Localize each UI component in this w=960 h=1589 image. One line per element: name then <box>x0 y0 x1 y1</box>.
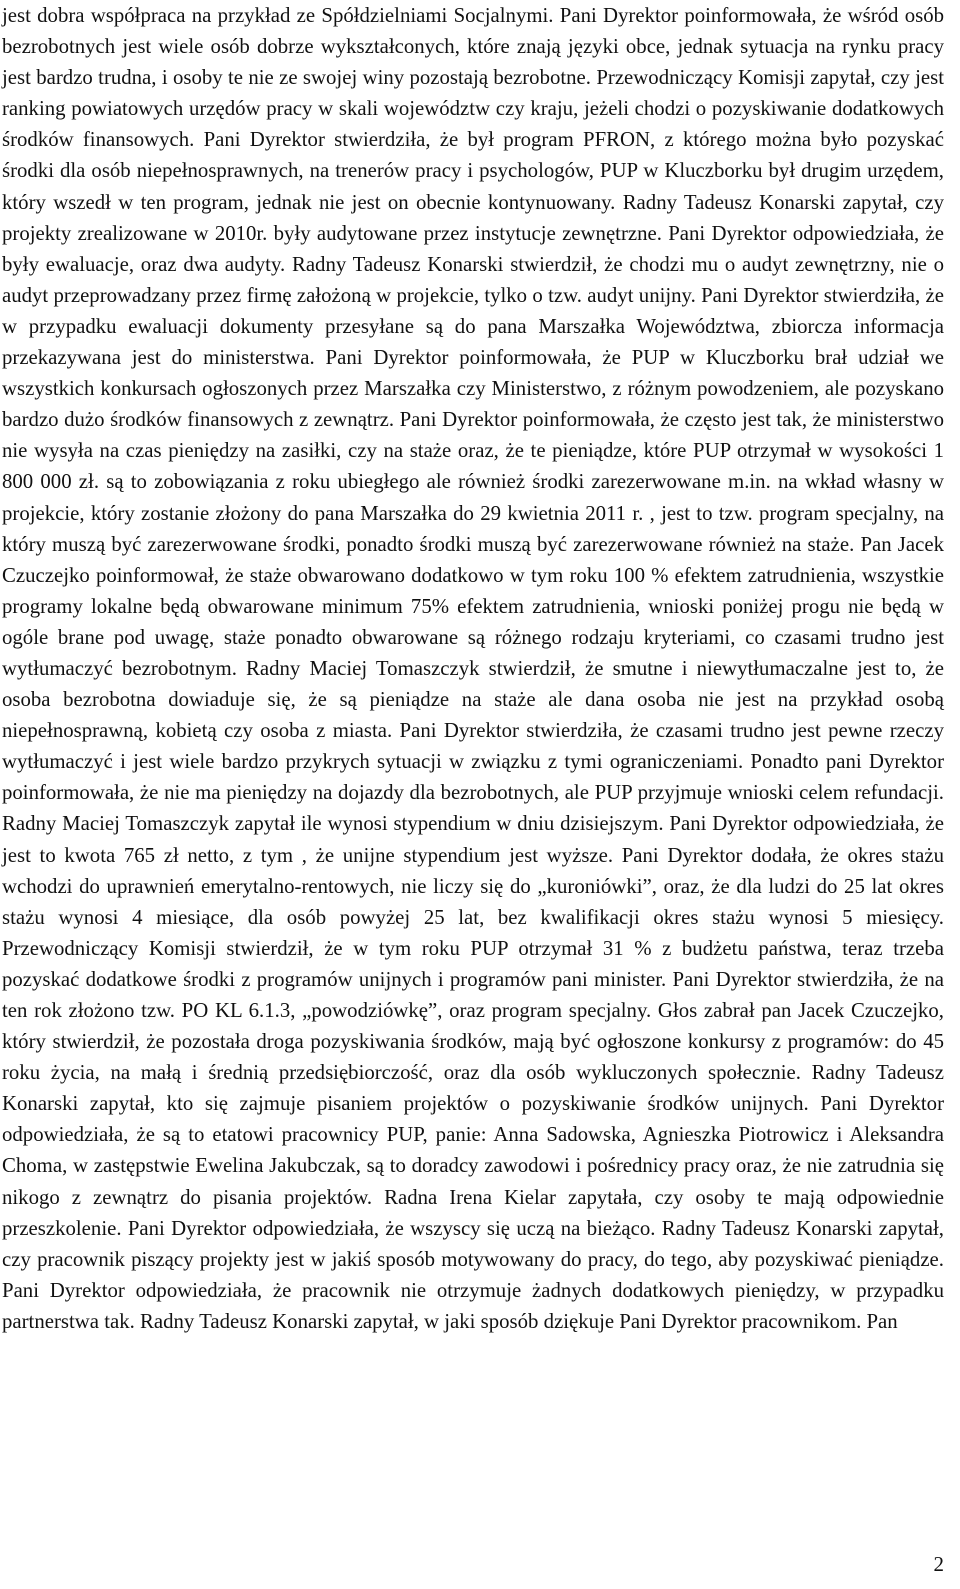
page-number: 2 <box>933 1552 944 1576</box>
body-paragraph: jest dobra współpraca na przykład ze Spółdzielniami Socjalnymi. Pani Dyrektor poinformowała, że wśród osób bezrobotnych jest wiele osób dobrze wykształconych, które znają języki obce, jednak sytuacja na rynku pracy jest bardzo trudna, i osoby te nie ze swojej winy pozostają bezrobotne. Przewodniczący Komisji zapytał, czy jest ranking powiatowych urzędów pracy w skali województw czy kraju, jeżeli chodzi o pozyskiwanie dodatkowych środków finansowych. Pani Dyrektor stwierdziła, że był program PFRON, z którego można było pozyskać środki dla osób niepełnosprawnych, na trenerów pracy i psychologów, PUP w Kluczborku był drugim urzędem, który wszedł w ten program, jednak nie jest on obecnie kontynuowany. Radny Tadeusz Konarski zapytał, czy projekty zrealizowane w 2010r. były audytowane przez instytucje zewnętrzne. Pani Dyrektor odpowiedziała, że były ewaluacje, oraz dwa audyty. Radny Tadeusz Konarski stwierdził, że chodzi mu o audyt zewnętrzny, nie o audyt przeprowadzany przez firmę założoną w projekcie, tylko o tzw. audyt unijny. Pani Dyrektor stwierdziła, że w przypadku ewaluacji dokumenty przesyłane są do pana Marszałka Województwa, zbiorcza informacja przekazywana jest do ministerstwa. Pani Dyrektor poinformowała, że PUP w Kluczborku brał udział we wszystkich konkursach ogłoszonych przez Marszałka czy Ministerstwo, z różnym powodzeniem, ale pozyskano bardzo dużo środków finansowych z zewnątrz. Pani Dyrektor poinformowała, że często jest tak, że ministerstwo nie wysyła na czas pieniędzy na zasiłki, czy na staże oraz, że te pieniądze, które PUP otrzymał w wysokości 1 800 000 zł. są to zobowiązania z roku ubiegłego ale również środki zarezerwowane m.in. na wkład własny w projekcie, który zostanie złożony do pana Marszałka do 29 kwietnia 2011 r. , jest to tzw. program specjalny, na który muszą być zarezerwowane środki, ponadto środki muszą być zarezerwowane również na staże. Pan Jacek Czuczejko poinformował, że staże obwarowano dodatkowo w tym roku 100 % efektem zatrudnienia, wszystkie programy lokalne będą obwarowane minimum 75% efektem zatrudnienia, wnioski poniżej progu nie będą w ogóle brane pod uwagę, staże ponadto obwarowane są różnego rodzaju kryteriami, co czasami trudno jest wytłumaczyć bezrobotnym. Radny Maciej Tomaszczyk stwierdził, że smutne i niewytłumaczalne jest to, że osoba bezrobotna dowiaduje się, że są pieniądze na staże ale dana osoba nie jest na przykład osobą niepełnosprawną, kobietą czy osoba z miasta. Pani Dyrektor stwierdziła, że czasami trudno jest pewne rzeczy wytłumaczyć i jest wiele bardzo przykrych sytuacji w związku z tymi ograniczeniami. Ponadto pani Dyrektor poinformowała, że nie ma pieniędzy na dojazdy dla bezrobotnych, ale PUP przyjmuje wnioski celem refundacji. Radny Maciej Tomaszczyk zapytał ile wynosi stypendium w dniu dzisiejszym. Pani Dyrektor odpowiedziała, że jest to kwota 765 zł netto, z tym , że unijne stypendium jest wyższe. Pani Dyrektor dodała, że okres stażu wchodzi do uprawnień emerytalno-rentowych, nie liczy się do „kuroniówki”, oraz, że dla ludzi do 25 lat okres stażu wynosi 4 miesiące, dla osób powyżej 25 lat, bez kwalifikacji okres stażu wynosi 5 miesięcy. Przewodniczący Komisji stwierdził, że w tym roku PUP otrzymał 31 % z budżetu państwa, teraz trzeba pozyskać dodatkowe środki z programów unijnych i programów pani minister. Pani Dyrektor stwierdziła, że na ten rok złożono tzw. PO KL 6.1.3, „powodziówkę”, oraz program specjalny. Głos zabrał pan Jacek Czuczejko, który stwierdził, że pozostała droga pozyskiwania środków, mają być ogłoszone konkursy z programów: do 45 roku życia, na małą i średnią przedsiębiorczość, oraz dla osób wykluczonych społecznie. Radny Tadeusz Konarski zapytał, kto się zajmuje pisaniem projektów o pozyskiwanie środków unijnych. Pani Dyrektor odpowiedziała, że są to etatowi pracownicy PUP, panie: Anna Sadowska, Agnieszka Piotrowicz i Aleksandra Choma, w zastępstwie Ewelina Jakubczak, są to doradcy zawodowi i pośrednicy pracy oraz, że nie zatrudnia się nikogo z zewnątrz do pisania projektów. Radna Irena Kielar zapytała, czy osoby te mają odpowiednie przeszkolenie. Pani Dyrektor odpowiedziała, że wszyscy się uczą na bieżąco. Radny Tadeusz Konarski zapytał, czy pracownik piszący projekty jest w jakiś sposób motywowany do pracy, do tego, aby pozyskiwać pieniądze. Pani Dyrektor odpowiedziała, że pracownik nie otrzymuje żadnych dodatkowych pieniędzy, w przypadku partnerstwa tak. Radny Tadeusz Konarski zapytał, w jaki sposób dziękuje Pani Dyrektor pracownikom. Pan <box>2 4 944 1333</box>
